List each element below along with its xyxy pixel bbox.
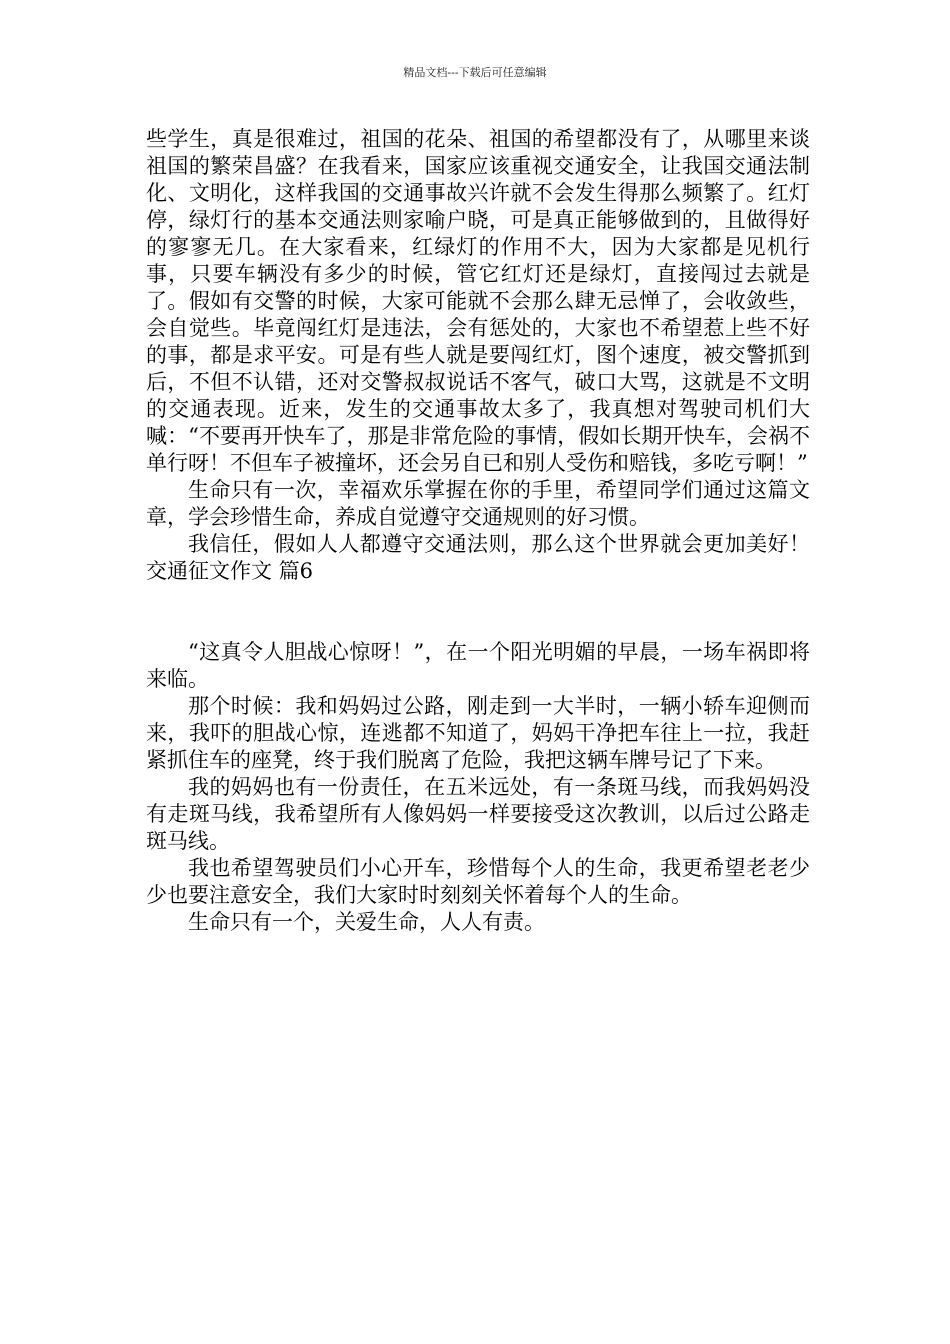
paragraph-continuation: 些学生，真是很难过，祖国的花朵、祖国的希望都没有了，从哪里来谈祖国的繁荣昌盛？在我看来，国家应该重视交通安全，让我国交通法制化、文明化，这样我国的交通事故兴许就不会发生得那么频繁了。红灯停，绿灯行的基本交通法则家喻户晓，可是真正能够做到的，且做得好的寥寥无几。在大家看来，红绿灯的作用不大，因为大家都是见机行事，只要车辆没有多少的时候，管它红灯还是绿灯，直接闯过去就是了。假如有交警的时候，大家可能就不会那么肆无忌惮了，会收敛些，会自觉些。毕竟闯红灯是违法，会有惩处的，大家也不希望惹上些不好的事，都是求平安。可是有些人就是要闯红灯，图个速度，被交警抓到后，不但不认错，还对交警叔叔说话不客气，破口大骂，这就是不文明的交通表现。近来，发生的交通事故太多了，我真想对驾驶司机们大喊：“不要再开快车了，那是非常危险的事情，假如长期开快车，会祸不单行呀！不但车子被撞坏，还会另自已和别人受伤和赔钱，多吃亏啊！” (146, 127, 810, 475)
paragraph: 我的妈妈也有一份责任，在五米远处，有一条斑马线，而我妈妈没有走斑马线，我希望所有人像妈妈一样要接受这次教训，以后过公路走斑马线。 (146, 775, 810, 853)
document-body (146, 126, 810, 936)
paragraph: 我信任，假如人人都遵守交通法则，那么这个世界就会更加美好！交通征文作文 篇6 (146, 532, 810, 583)
paragraph-gap (146, 585, 810, 639)
paragraph: 我也希望驾驶员们小心开车，珍惜每个人的生命，我更希望老老少少也要注意安全，我们大家时时刻刻关怀着每个人的生命。 (146, 856, 810, 907)
paragraph: “这真令人胆战心惊呀！”，在一个阳光明媚的早晨，一场车祸即将来临。 (146, 640, 810, 691)
paragraph: 那个时候：我和妈妈过公路，刚走到一大半时，一辆小轿车迎侧而来，我吓的胆战心惊，连逃都不知道了，妈妈干净把车往上一拉，我赶紧抓住车的座凳，终于我们脱离了危险，我把这辆车牌号记了下来。 (146, 694, 810, 772)
paragraph: 生命只有一次，幸福欢乐掌握在你的手里，希望同学们通过这篇文章，学会珍惜生命，养成自觉遵守交通规则的好习惯。 (146, 478, 810, 529)
paragraph: 生命只有一个，关爱生命，人人有责。 (188, 910, 545, 934)
page-header: 精品文档---下载后可任意编辑 (403, 66, 547, 79)
